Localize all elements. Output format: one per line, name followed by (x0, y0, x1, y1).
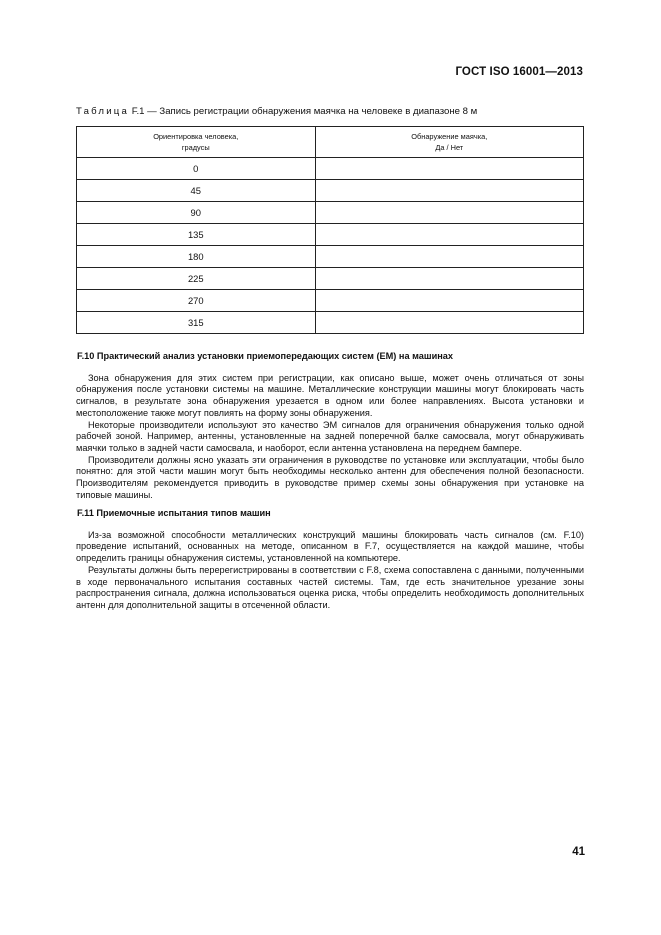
detection-record-table (76, 126, 584, 334)
document-id: ГОСТ ISO 16001—2013 (455, 66, 583, 78)
orientation-cell: 90 (77, 202, 316, 224)
detection-cell (315, 246, 583, 268)
table-row (77, 202, 584, 224)
section-f11 (76, 508, 584, 612)
detection-cell (315, 312, 583, 334)
detection-cell (315, 180, 583, 202)
table-caption-label: Таблица (76, 106, 130, 117)
page-number: 41 (572, 846, 585, 858)
orientation-cell: 225 (77, 268, 316, 290)
table-row (77, 268, 584, 290)
orientation-cell: 270 (77, 290, 316, 312)
detection-cell (315, 224, 583, 246)
table-row (77, 290, 584, 312)
table-caption (76, 106, 477, 117)
section-f10-paragraph: Зона обнаружения для этих систем при регистрации, как описано выше, может очень отличаться от зоны обнаружения после установки системы на машине. Металлические конструкции машины могут блокировать часть сигналов, в результате зона обнаружения урезается в одном или более направлениях. Высота установки и местоположение также могут повлиять на форму зоны обнаружения. (76, 372, 584, 418)
detection-column-header (315, 127, 583, 158)
detection-cell (315, 158, 583, 180)
orientation-cell: 45 (77, 180, 316, 202)
orientation-column-header (77, 127, 316, 158)
table-row (77, 246, 584, 268)
section-f11-title: F.11 Приемочные испытания типов машин (77, 508, 271, 518)
orientation-header-line2: градусы (181, 143, 210, 152)
section-f11-paragraph: Результаты должны быть перерегистрированы в соответствии с F.8, схема сопоставлена с данными, полученными в ходе первоначального испытания составных частей системы. Там, где есть значительное урезание зоны распространения сигнала, должна использоваться оценка риска, чтобы определить необходимость дополнительных антенн для дополнительной защиты в отсеченной области. (76, 564, 584, 610)
table-row (77, 158, 584, 180)
section-f10 (76, 351, 584, 501)
table-row (77, 224, 584, 246)
table-row (77, 312, 584, 334)
orientation-cell: 135 (77, 224, 316, 246)
table-header-row (77, 127, 584, 158)
table-caption-text: F.1 — Запись регистрации обнаружения маячка на человеке в диапазоне 8 м (131, 106, 478, 117)
section-f10-title: F.10 Практический анализ установки приемопередающих систем (ЕМ) на машинах (77, 351, 453, 361)
orientation-cell: 0 (77, 158, 316, 180)
section-f10-paragraph: Некоторые производители используют это качество ЭМ сигналов для ограничения обнаружения только одной рабочей зоной. Например, антенны, установленные на задней поперечной балке самосвала, могут обнаруживать маячки только в задней части самосвала, и наоборот, если антенна установлена на переднем бампере. (76, 419, 584, 453)
section-f10-paragraph: Производители должны ясно указать эти ограничения в руководстве по установке или эксплуатации, чтобы было понятно: для этой части машин могут быть необходимы несколько антенн для обеспечения полной безопасности. Производителям рекомендуется приводить в руководстве пример схемы зоны обнаружения при установке на типовые машины. (76, 454, 584, 500)
section-f11-paragraph: Из-за возможной способности металлических конструкций машины блокировать часть сигналов (см. F.10) проведение испытаний, основанных на методе, описанном в F.7, осуществляется на каждой машине, чтобы определить границы обнаружения системы, установленной на компьютере. (76, 529, 584, 564)
orientation-header-line1: Ориентировка человека, (153, 132, 239, 141)
orientation-cell: 315 (77, 312, 316, 334)
detection-header-line1: Обнаружение маячка, (411, 132, 488, 141)
detection-cell (315, 290, 583, 312)
orientation-cell: 180 (77, 246, 316, 268)
detection-cell (315, 268, 583, 290)
detection-header-line2: Да / Нет (435, 143, 464, 152)
detection-cell (315, 202, 583, 224)
table-row (77, 180, 584, 202)
